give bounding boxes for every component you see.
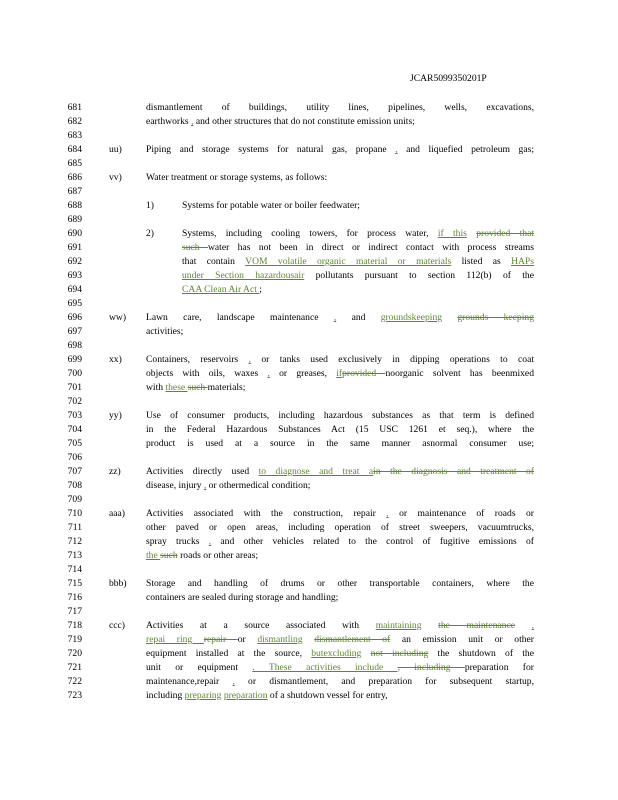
text-segment: [515, 620, 532, 631]
inserted-text: under Section hazardousair: [182, 270, 305, 281]
text-segment: or othermedical condition;: [206, 480, 311, 491]
line-number: 704: [67, 424, 82, 435]
text-segment: Water treatment or storage systems, as follows:: [146, 172, 328, 183]
text-segment: or greases,: [269, 368, 337, 379]
line-text: [146, 466, 534, 477]
line-text: [146, 648, 534, 659]
text-segment: activities;: [146, 326, 184, 337]
line-text: [182, 242, 534, 253]
text-segment: objects with oils, waxes: [146, 368, 268, 379]
line-number: 688: [67, 200, 82, 211]
text-segment: the shutdown of the: [428, 648, 534, 659]
text-segment: with: [146, 382, 166, 393]
item-label: aaa): [109, 508, 125, 519]
inserted-text: ,: [333, 312, 337, 323]
inserted-text: groundskeeping: [380, 312, 443, 323]
line-text: [146, 662, 534, 673]
text-segment: listed as: [451, 256, 512, 267]
line-number: 710: [67, 508, 82, 519]
line-number: 683: [67, 130, 82, 141]
deleted-text: such: [187, 382, 208, 393]
line-text: [146, 102, 534, 113]
line-text: [146, 578, 534, 589]
inserted-text: the: [146, 550, 161, 561]
line-text: [146, 144, 534, 155]
line-number: 681: [67, 102, 82, 113]
line-text: [146, 550, 534, 561]
text-segment: or maintenance of roads or: [388, 508, 534, 519]
text-segment: and other structures that do not constitute emission units;: [193, 116, 415, 127]
inserted-text: butexcluding: [311, 648, 362, 659]
line-text: [182, 270, 534, 281]
line-text: [146, 592, 534, 603]
deleted-text: provided that: [476, 228, 535, 239]
line-number: 717: [67, 606, 82, 617]
inserted-text: ,: [248, 354, 251, 365]
text-segment: and liquefied petroleum gas;: [397, 144, 534, 155]
line-number: 690: [67, 228, 82, 239]
line-text: [146, 368, 534, 379]
inserted-text: preparation: [223, 690, 268, 701]
item-label: zz): [109, 466, 121, 477]
text-segment: other paved or open areas, including operation of street sweepers, vacuumtrucks,: [146, 522, 534, 533]
document-id-header: JCAR5099350201P: [410, 73, 487, 84]
text-segment: [303, 634, 315, 645]
line-text: [146, 480, 534, 491]
text-segment: that contain: [182, 256, 246, 267]
item-label: ww): [109, 312, 127, 323]
line-number: 711: [67, 522, 82, 533]
line-number: 718: [67, 620, 82, 631]
text-segment: earthworks: [146, 116, 192, 127]
line-text: [182, 256, 534, 267]
text-segment: of a shutdown vessel for entry,: [267, 690, 388, 701]
text-segment: preparation for: [464, 662, 534, 673]
line-text: [146, 382, 534, 393]
line-number: 697: [67, 326, 82, 337]
text-segment: [422, 620, 439, 631]
line-number: 682: [67, 116, 82, 127]
line-number: 695: [67, 298, 82, 309]
inserted-text: ,: [203, 480, 207, 491]
text-segment: Activities associated with the construction, repair: [146, 508, 387, 519]
deleted-text: not including: [370, 648, 429, 659]
line-number: 705: [67, 438, 82, 449]
line-text: [146, 536, 534, 547]
deleted-text: dismantlement of: [314, 634, 391, 645]
item-label: yy): [109, 410, 122, 421]
text-segment: dismantlement of buildings, utility lines, pipelines, wells, excavations,: [146, 102, 534, 113]
inserted-text: HAPs: [511, 256, 534, 267]
inserted-text: CAA Clean Air Act: [182, 284, 260, 295]
text-segment: Systems, including cooling towers, for process water,: [182, 228, 438, 239]
line-number: 708: [67, 480, 82, 491]
text-segment: noorganic solvent has beenmixed: [385, 368, 534, 379]
line-text: [146, 354, 534, 365]
text-segment: spray trucks: [146, 536, 209, 547]
item-label: bbb): [109, 578, 127, 589]
line-number: 716: [67, 592, 82, 603]
inserted-text: dismantling: [257, 634, 303, 645]
line-number: 706: [67, 452, 82, 463]
inserted-text: ,: [208, 536, 212, 547]
line-number: 691: [67, 242, 82, 253]
line-number: 707: [67, 466, 82, 477]
text-segment: and: [336, 312, 381, 323]
text-segment: Activities at a source associated with: [146, 620, 376, 631]
text-segment: Containers, reservoirs: [146, 354, 249, 365]
deleted-text: , including: [397, 662, 465, 673]
deleted-text: provided: [342, 368, 386, 379]
inserted-text: ,: [386, 508, 389, 519]
text-segment: [442, 312, 457, 323]
text-segment: maintenance,repair: [146, 676, 233, 687]
deleted-text: such: [182, 242, 208, 253]
inserted-text: ,: [232, 676, 235, 687]
text-segment: Activities directly used: [146, 466, 259, 477]
text-segment: or tanks used exclusively in dipping operations to coat: [250, 354, 534, 365]
line-text: [182, 200, 534, 211]
line-number: 701: [67, 382, 82, 393]
line-number: 703: [67, 410, 82, 421]
inserted-text: if: [336, 368, 343, 379]
line-number: 723: [67, 690, 82, 701]
text-segment: disease, injury: [146, 480, 204, 491]
text-segment: Systems for potable water or boiler feedwater;: [182, 200, 360, 211]
line-number: 712: [67, 536, 82, 547]
line-text: [146, 634, 534, 645]
text-segment: or dismantlement, and preparation for subsequent startup,: [234, 676, 535, 687]
line-number: 721: [67, 662, 82, 673]
text-segment: pollutants pursuant to section 112(b) of the: [304, 270, 534, 281]
text-segment: including: [146, 690, 185, 701]
line-number: 687: [67, 186, 82, 197]
subitem-label: 1): [146, 200, 154, 211]
line-number: 692: [67, 256, 82, 267]
line-number: 713: [67, 550, 82, 561]
item-label: vv): [109, 172, 122, 183]
item-label: ccc): [109, 620, 125, 631]
text-segment: Storage and handling of drums or other transportable containers, where the: [146, 578, 534, 589]
line-text: [146, 326, 534, 337]
inserted-text: if this: [437, 228, 467, 239]
line-number: 720: [67, 648, 82, 659]
item-label: xx): [109, 354, 122, 365]
line-text: [146, 522, 534, 533]
inserted-text: preparing: [184, 690, 222, 701]
line-number: 699: [67, 354, 82, 365]
line-number: 715: [67, 578, 82, 589]
text-segment: Use of consumer products, including hazardous substances as that term is defined: [146, 410, 534, 421]
inserted-text: ,: [531, 620, 534, 631]
line-text: [146, 690, 534, 701]
text-segment: [467, 228, 476, 239]
text-segment: equipment installed at the source,: [146, 648, 312, 659]
line-text: [146, 410, 534, 421]
line-text: [146, 172, 534, 183]
deleted-text: such: [160, 550, 178, 561]
line-number: 700: [67, 368, 82, 379]
subitem-label: 2): [146, 228, 154, 239]
line-text: [146, 312, 534, 323]
text-segment: Piping and storage systems for natural gas, propane: [146, 144, 396, 155]
text-segment: [361, 648, 370, 659]
text-segment: an emission unit or other: [390, 634, 534, 645]
text-segment: materials;: [207, 382, 246, 393]
text-segment: water has not been in direct or indirect contact with process streams: [207, 242, 534, 253]
line-text: [146, 676, 534, 687]
deleted-text: the maintenance: [438, 620, 515, 631]
line-number: 709: [67, 494, 82, 505]
inserted-text: volatile organic material or materials: [277, 256, 452, 267]
line-number: 694: [67, 284, 82, 295]
line-number: 722: [67, 676, 82, 687]
line-number: 714: [67, 564, 82, 575]
deleted-text: in the diagnosis and treatment of: [373, 466, 534, 477]
line-text: [146, 424, 534, 435]
inserted-text: these: [165, 382, 188, 393]
text-segment: product is used at a source in the same manner asnormal consumer use;: [146, 438, 534, 449]
text-segment: and other vehicles related to the control of fugitive emissions of: [211, 536, 534, 547]
line-number: 685: [67, 158, 82, 169]
inserted-text: maintaining: [375, 620, 422, 631]
line-number: 698: [67, 340, 82, 351]
text-segment: roads or other areas;: [177, 550, 259, 561]
line-number: 719: [67, 634, 82, 645]
text-segment: containers are sealed during storage and handling;: [146, 592, 339, 603]
line-text: [146, 508, 534, 519]
deleted-text: grounds keeping: [457, 312, 534, 323]
deleted-text: repair: [203, 634, 238, 645]
line-text: [182, 228, 534, 239]
inserted-text: repai ring: [146, 634, 204, 645]
line-number: 684: [67, 144, 82, 155]
text-segment: ;: [259, 284, 262, 295]
item-label: uu): [109, 144, 122, 155]
text-segment: or: [237, 634, 258, 645]
inserted-text: . These activities include: [252, 662, 398, 673]
inserted-text: ,: [191, 116, 194, 127]
line-text: [146, 438, 534, 449]
inserted-text: to diagnose and treat a: [258, 466, 374, 477]
line-number: 689: [67, 214, 82, 225]
text-segment: unit or equipment: [146, 662, 253, 673]
line-text: [146, 116, 534, 127]
text-segment: in the Federal Hazardous Substances Act (15 USC 1261 et seq.), where the: [146, 424, 534, 435]
line-text: [182, 284, 534, 295]
text-segment: Lawn care, landscape maintenance: [146, 312, 334, 323]
line-number: 696: [67, 312, 82, 323]
inserted-text: VOM: [245, 256, 278, 267]
inserted-text: ,: [267, 368, 270, 379]
line-text: [146, 620, 534, 631]
line-number: 686: [67, 172, 82, 183]
inserted-text: ,: [395, 144, 398, 155]
line-number: 693: [67, 270, 82, 281]
line-number: 702: [67, 396, 82, 407]
